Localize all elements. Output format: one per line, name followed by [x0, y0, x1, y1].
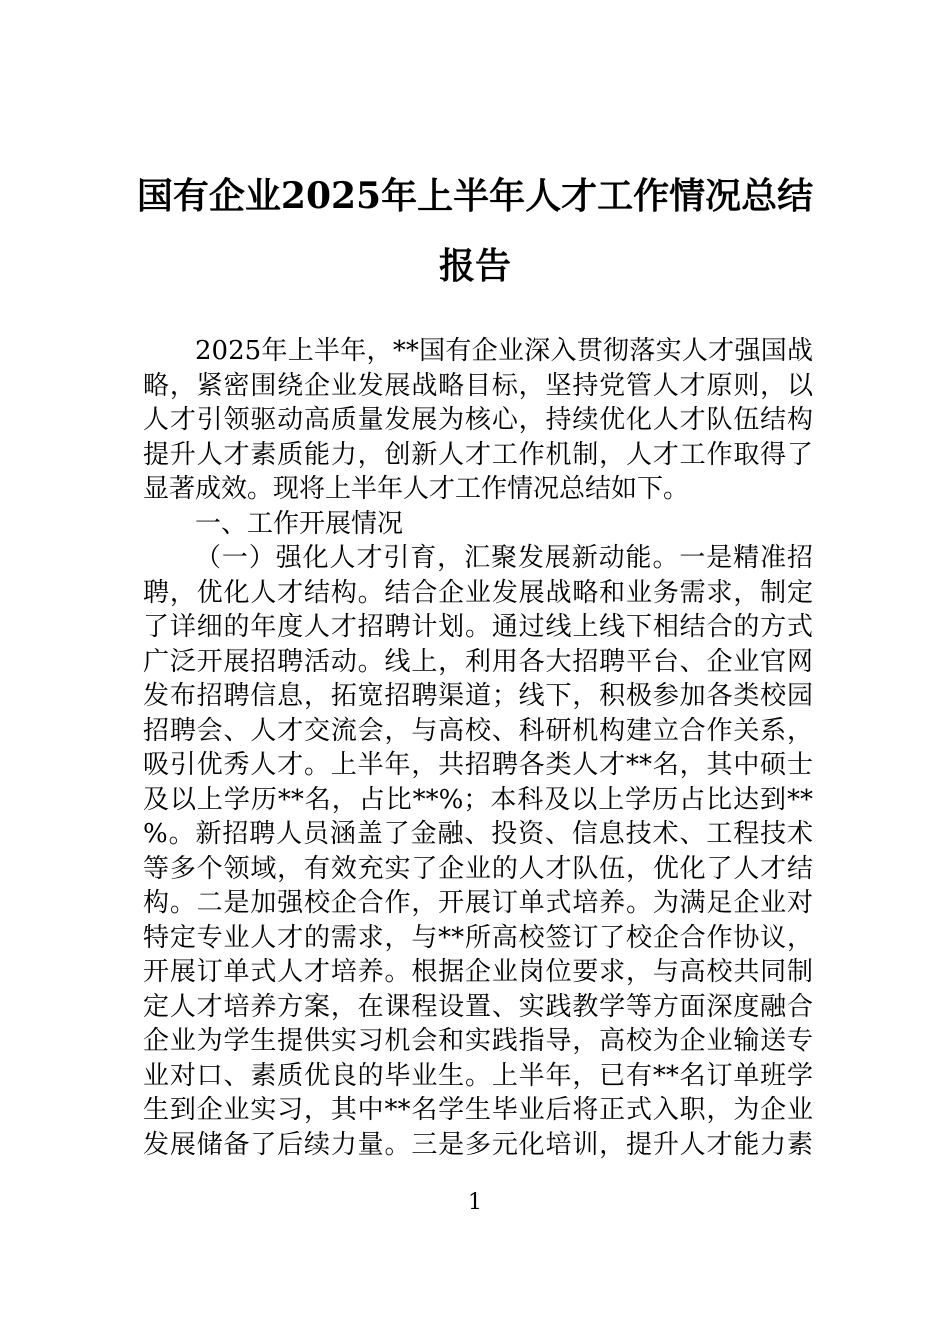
- paragraph-section1-line: 了详细的年度人才招聘计划。通过线上线下相结合的方式: [143, 612, 813, 642]
- paragraph-intro-line: 提升人才素质能力，创新人才工作机制，人才工作取得了: [143, 439, 813, 470]
- paragraph-intro-line: 略，紧密围绕企业发展战略目标，坚持党管人才原则，以: [143, 370, 813, 401]
- paragraph-section1-line: 构。二是加强校企合作，开展订单式培养。为满足企业对: [143, 888, 813, 918]
- paragraph-section1-line: 聘，优化人才结构。结合企业发展战略和业务需求，制定: [143, 577, 813, 608]
- paragraph-section1-line: %。新招聘人员涵盖了金融、投资、信息技术、工程技术: [143, 819, 813, 849]
- paragraph-section1-line: （一）强化人才引育，汇聚发展新动能。一是精准招: [195, 543, 813, 573]
- paragraph-section1-line: 发布招聘信息，拓宽招聘渠道；线下，积极参加各类校园: [143, 681, 813, 711]
- paragraph-section1-line: 发展储备了后续力量。三是多元化培训，提升人才能力素: [143, 1129, 813, 1160]
- section-heading: 一、工作开展情况: [195, 508, 404, 539]
- document-body: [143, 334, 813, 1162]
- paragraph-intro-line: 2025年上半年，**国有企业深入贯彻落实人才强国战: [195, 336, 813, 366]
- paragraph-section1-line: 吸引优秀人才。上半年，共招聘各类人才**名，其中硕士: [143, 750, 813, 780]
- paragraph-section1-line: 企业为学生提供实习机会和实践指导，高校为企业输送专: [143, 1026, 813, 1056]
- page-number: 1: [468, 1190, 482, 1215]
- document-title-line-2: 报告: [438, 245, 511, 287]
- paragraph-intro-line: 显著成效。现将上半年人才工作情况总结如下。: [143, 474, 690, 504]
- paragraph-section1-line: 定人才培养方案，在课程设置、实践教学等方面深度融合: [143, 991, 813, 1022]
- paragraph-section1-line: 等多个领域，有效充实了企业的人才队伍，优化了人才结: [143, 853, 813, 884]
- paragraph-intro-line: 人才引领驱动高质量发展为核心，持续优化人才队伍结构: [143, 405, 813, 435]
- paragraph-section1-line: 开展订单式人才培养。根据企业岗位要求，与高校共同制: [143, 957, 813, 987]
- paragraph-section1-line: 及以上学历**名，占比**%；本科及以上学历占比达到**: [143, 784, 813, 815]
- paragraph-section1-line: 特定专业人才的需求，与**所高校签订了校企合作协议，: [143, 922, 813, 953]
- paragraph-section1-line: 招聘会、人才交流会，与高校、科研机构建立合作关系，: [143, 715, 813, 746]
- paragraph-section1-line: 生到企业实习，其中**名学生毕业后将正式入职，为企业: [143, 1095, 813, 1125]
- paragraph-section1-line: 业对口、素质优良的毕业生。上半年，已有**名订单班学: [143, 1060, 813, 1091]
- paragraph-section1-line: 广泛开展招聘活动。线上，利用各大招聘平台、企业官网: [143, 646, 813, 677]
- document-title-line-1: 国有企业2025年上半年人才工作情况总结: [136, 175, 814, 217]
